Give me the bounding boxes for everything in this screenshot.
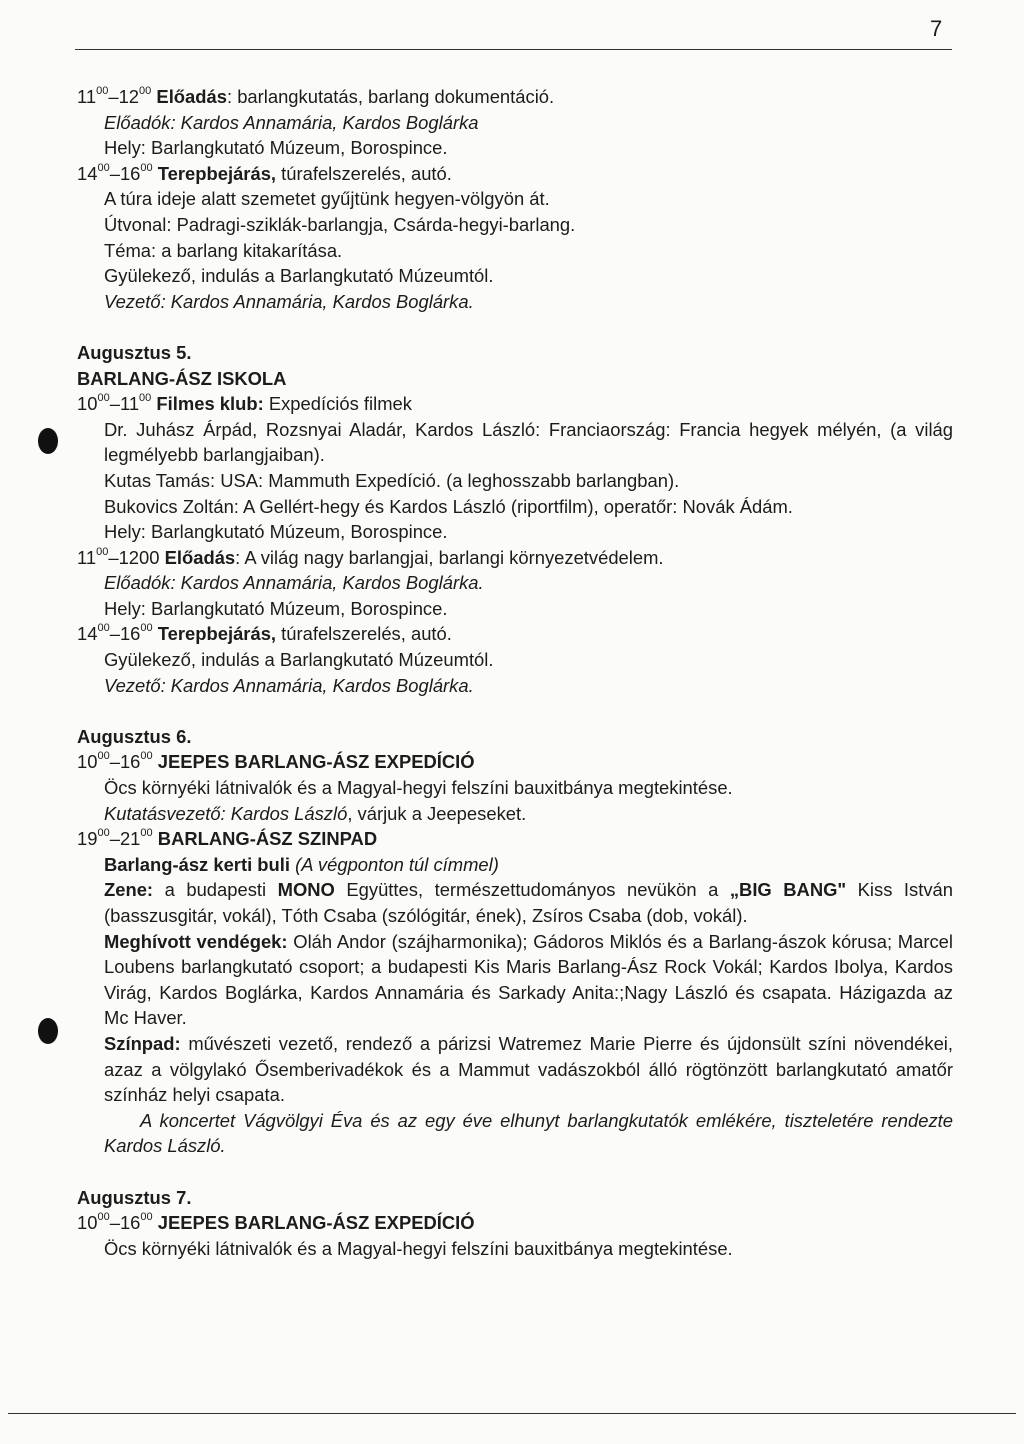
entry-description: barlangkutatás, barlang dokumentáció. [232, 86, 555, 107]
header-rule [75, 49, 952, 50]
end-time-sup: 00 [140, 827, 153, 840]
schedule-entry [77, 826, 953, 852]
end-time: 11 [119, 393, 140, 415]
schedule-entry [77, 545, 953, 571]
party-title: Barlang-ász kerti buli [104, 853, 290, 875]
entry-title: Előadás [156, 86, 227, 107]
presenters-text: Előadók: Kardos Annamária, Kardos Boglárka. [104, 572, 484, 594]
dedication-text: A koncertet Vágvölgyi Éva és az egy éve elhunyt barlangkutatók emlékére, tiszteletére rendezte Kardos László. [104, 1109, 953, 1157]
meeting-line: Gyülekező, indulás a Barlangkutató Múzeumtól. [104, 265, 494, 287]
entry-title: JEEPES BARLANG-ÁSZ EXPEDÍCIÓ [152, 751, 475, 773]
party-line [77, 852, 953, 878]
entry-title: Terepbejárás, [157, 162, 277, 184]
program-title: BARLANG-ÁSZ ISKOLA [77, 367, 287, 389]
film-item: Dr. Juhász Árpád, Rozsnyai Aladár, Kardos László: Franciaország: Francia hegyek mélyén, (a világ legmélyebb barlangjaiban). [104, 418, 953, 466]
page-number: 7 [930, 16, 943, 41]
punch-hole-bottom [38, 1018, 58, 1044]
leader-text: Vezető: Kardos Annamária, Kardos Boglárka. [104, 290, 474, 312]
time-dash: – [109, 623, 120, 645]
start-time-sup: 00 [97, 1211, 110, 1224]
stage-paragraph [77, 1031, 953, 1108]
entry-description: Expedíciós filmek [263, 393, 412, 415]
entry-title: Előadás [164, 546, 236, 568]
footer-rule [8, 1413, 1016, 1414]
end-time: 16 [119, 751, 141, 773]
schedule-entry [77, 749, 953, 775]
day-date: Augusztus 6. [77, 725, 192, 747]
start-time-sup: 00 [97, 750, 110, 763]
day-heading [77, 724, 953, 750]
day-heading [77, 1185, 953, 1211]
research-line [77, 801, 953, 827]
music-text: a budapesti [153, 879, 278, 901]
time-dash: – [109, 1212, 120, 1234]
schedule-entry [77, 161, 953, 187]
start-time: 14 [77, 162, 98, 184]
end-time: 16 [119, 162, 141, 184]
film-item: Kutas Tamás: USA: Mammuth Expedíció. (a leghosszabb barlangban). [104, 469, 680, 491]
program-heading [77, 366, 953, 392]
leader-text: Vezető: Kardos Annamária, Kardos Boglárka. [104, 674, 474, 696]
entry-description: A világ nagy barlangjai, barlangi környezetvédelem. [240, 546, 664, 568]
leader-line [77, 289, 953, 315]
research-rest: , várjuk a Jeepeseket. [347, 802, 527, 824]
schedule-entry [77, 391, 953, 417]
end-time: 12 [118, 86, 140, 107]
presenters-text: Előadók: Kardos Annamária, Kardos Boglárka [104, 111, 479, 133]
start-time-sup: 00 [97, 392, 110, 405]
day-date: Augusztus 7. [77, 1186, 192, 1208]
band-alias: „BIG BANG" [729, 879, 847, 901]
entry-description: túrafelszerelés, autó. [276, 623, 452, 645]
start-time-sup: 00 [96, 85, 109, 97]
entry-title: BARLANG-ÁSZ SZINPAD [152, 828, 378, 850]
band-name: MONO [277, 879, 335, 901]
schedule-entry [77, 621, 953, 647]
presenters-line [77, 570, 953, 596]
time-dash: – [108, 546, 119, 568]
end-time-sup: 00 [140, 750, 153, 763]
music-text: Együttes, természettudományos nevükön a [334, 879, 730, 901]
time-dash: – [109, 828, 120, 850]
end-time-sup: 00 [140, 161, 153, 174]
start-time: 11 [77, 86, 97, 107]
start-time: 10 [77, 393, 98, 415]
start-time: 19 [77, 828, 98, 850]
stage-label: Színpad: [104, 1032, 181, 1054]
day-heading [77, 340, 953, 366]
route-line: Útvonal: Padragi-sziklák-barlangja, Csárda-hegyi-barlang. [104, 213, 576, 235]
start-time: 10 [77, 751, 98, 773]
visit-line: Öcs környéki látnivalók és a Magyal-hegyi felszíni bauxitbánya megtekintése. [104, 1237, 733, 1259]
dedication-paragraph [77, 1108, 953, 1159]
end-time: 16 [119, 1212, 141, 1234]
entry-colon: : [235, 546, 241, 568]
schedule-entry [77, 1210, 953, 1236]
place-line: Hely: Barlangkutató Múzeum, Borospince. [104, 597, 448, 619]
start-time-sup: 00 [96, 545, 109, 558]
place-line: Hely: Barlangkutató Múzeum, Borospince. [104, 521, 448, 543]
start-time-sup: 00 [97, 827, 110, 840]
punch-hole-top [38, 428, 58, 454]
end-time-sup: 00 [139, 85, 152, 97]
entry-colon: : [226, 86, 233, 107]
guests-label: Meghívott vendégek: [104, 930, 288, 952]
start-time: 10 [77, 1212, 98, 1234]
stage-text: művészeti vezető, rendező a párizsi Watremez Marie Pierre és újdonsült színi növendékei, azaz a völgylakó Ősemberivadékok és a Mammut vadászokból álló rögtönzött barlangkutató amatőr színház helyi csapata. [104, 1032, 953, 1106]
place-line: Hely: Barlangkutató Múzeum, Borospince. [104, 137, 448, 159]
end-time: 1200 [118, 546, 160, 568]
entry-title: Filmes klub: [156, 393, 264, 415]
meeting-line: Gyülekező, indulás a Barlangkutató Múzeumtól. [104, 649, 494, 671]
end-time-sup: 00 [140, 622, 153, 635]
start-time-sup: 00 [97, 161, 110, 174]
presenters-line [77, 110, 953, 136]
tour-note: A túra ideje alatt szemetet gyűjtünk hegyen-völgyön át. [104, 188, 550, 210]
end-time: 16 [119, 623, 141, 645]
music-paragraph [77, 877, 953, 928]
time-dash: – [109, 162, 120, 184]
time-dash: – [109, 751, 120, 773]
end-time-sup: 00 [139, 392, 152, 405]
guests-paragraph [77, 929, 953, 1031]
music-text: Kiss István (basszusgitár, vokál), Tóth Csaba (szólógitár, ének), Zsíros Csaba (dob, vokál). [104, 879, 954, 926]
program-content [77, 84, 953, 1261]
start-time: 14 [77, 623, 98, 645]
research-leader: Kutatásvezető: Kardos László [104, 802, 348, 824]
theme-line: Téma: a barlang kitakarítása. [104, 239, 343, 261]
start-time-sup: 00 [97, 622, 110, 635]
visit-line: Öcs környéki látnivalók és a Magyal-hegyi felszíni bauxitbánya megtekintése. [104, 777, 733, 799]
film-item: Bukovics Zoltán: A Gellért-hegy és Kardos László (riportfilm), operatőr: Novák Ádám. [104, 495, 793, 517]
music-label: Zene: [104, 879, 154, 901]
end-time: 21 [119, 828, 141, 850]
entry-description: túrafelszerelés, autó. [276, 162, 452, 184]
entry-title: JEEPES BARLANG-ÁSZ EXPEDÍCIÓ [152, 1212, 475, 1234]
party-subtitle: (A végponton túl címmel) [290, 853, 499, 875]
time-dash: – [109, 393, 120, 415]
day-date: Augusztus 5. [77, 341, 192, 363]
entry-title: Terepbejárás, [157, 623, 277, 645]
schedule-entry [77, 84, 953, 110]
start-time: 11 [77, 546, 97, 568]
guests-text: Oláh Andor (szájharmonika); Gádoros Miklós és a Barlang-ászok kórusa; Marcel Loubens barlangkutató csoport; a budapesti Kis Maris Barlang-Ász Rock Vokál; Kardos Ibolya, Kardos Virág, Kardos Boglárka, Kardos Annamária és Sarkady Anita:;Nagy László és csapata. Házigazda az Mc Haver. [104, 930, 953, 1029]
time-dash: – [108, 86, 119, 107]
end-time-sup: 00 [140, 1211, 153, 1224]
leader-line [77, 673, 953, 699]
